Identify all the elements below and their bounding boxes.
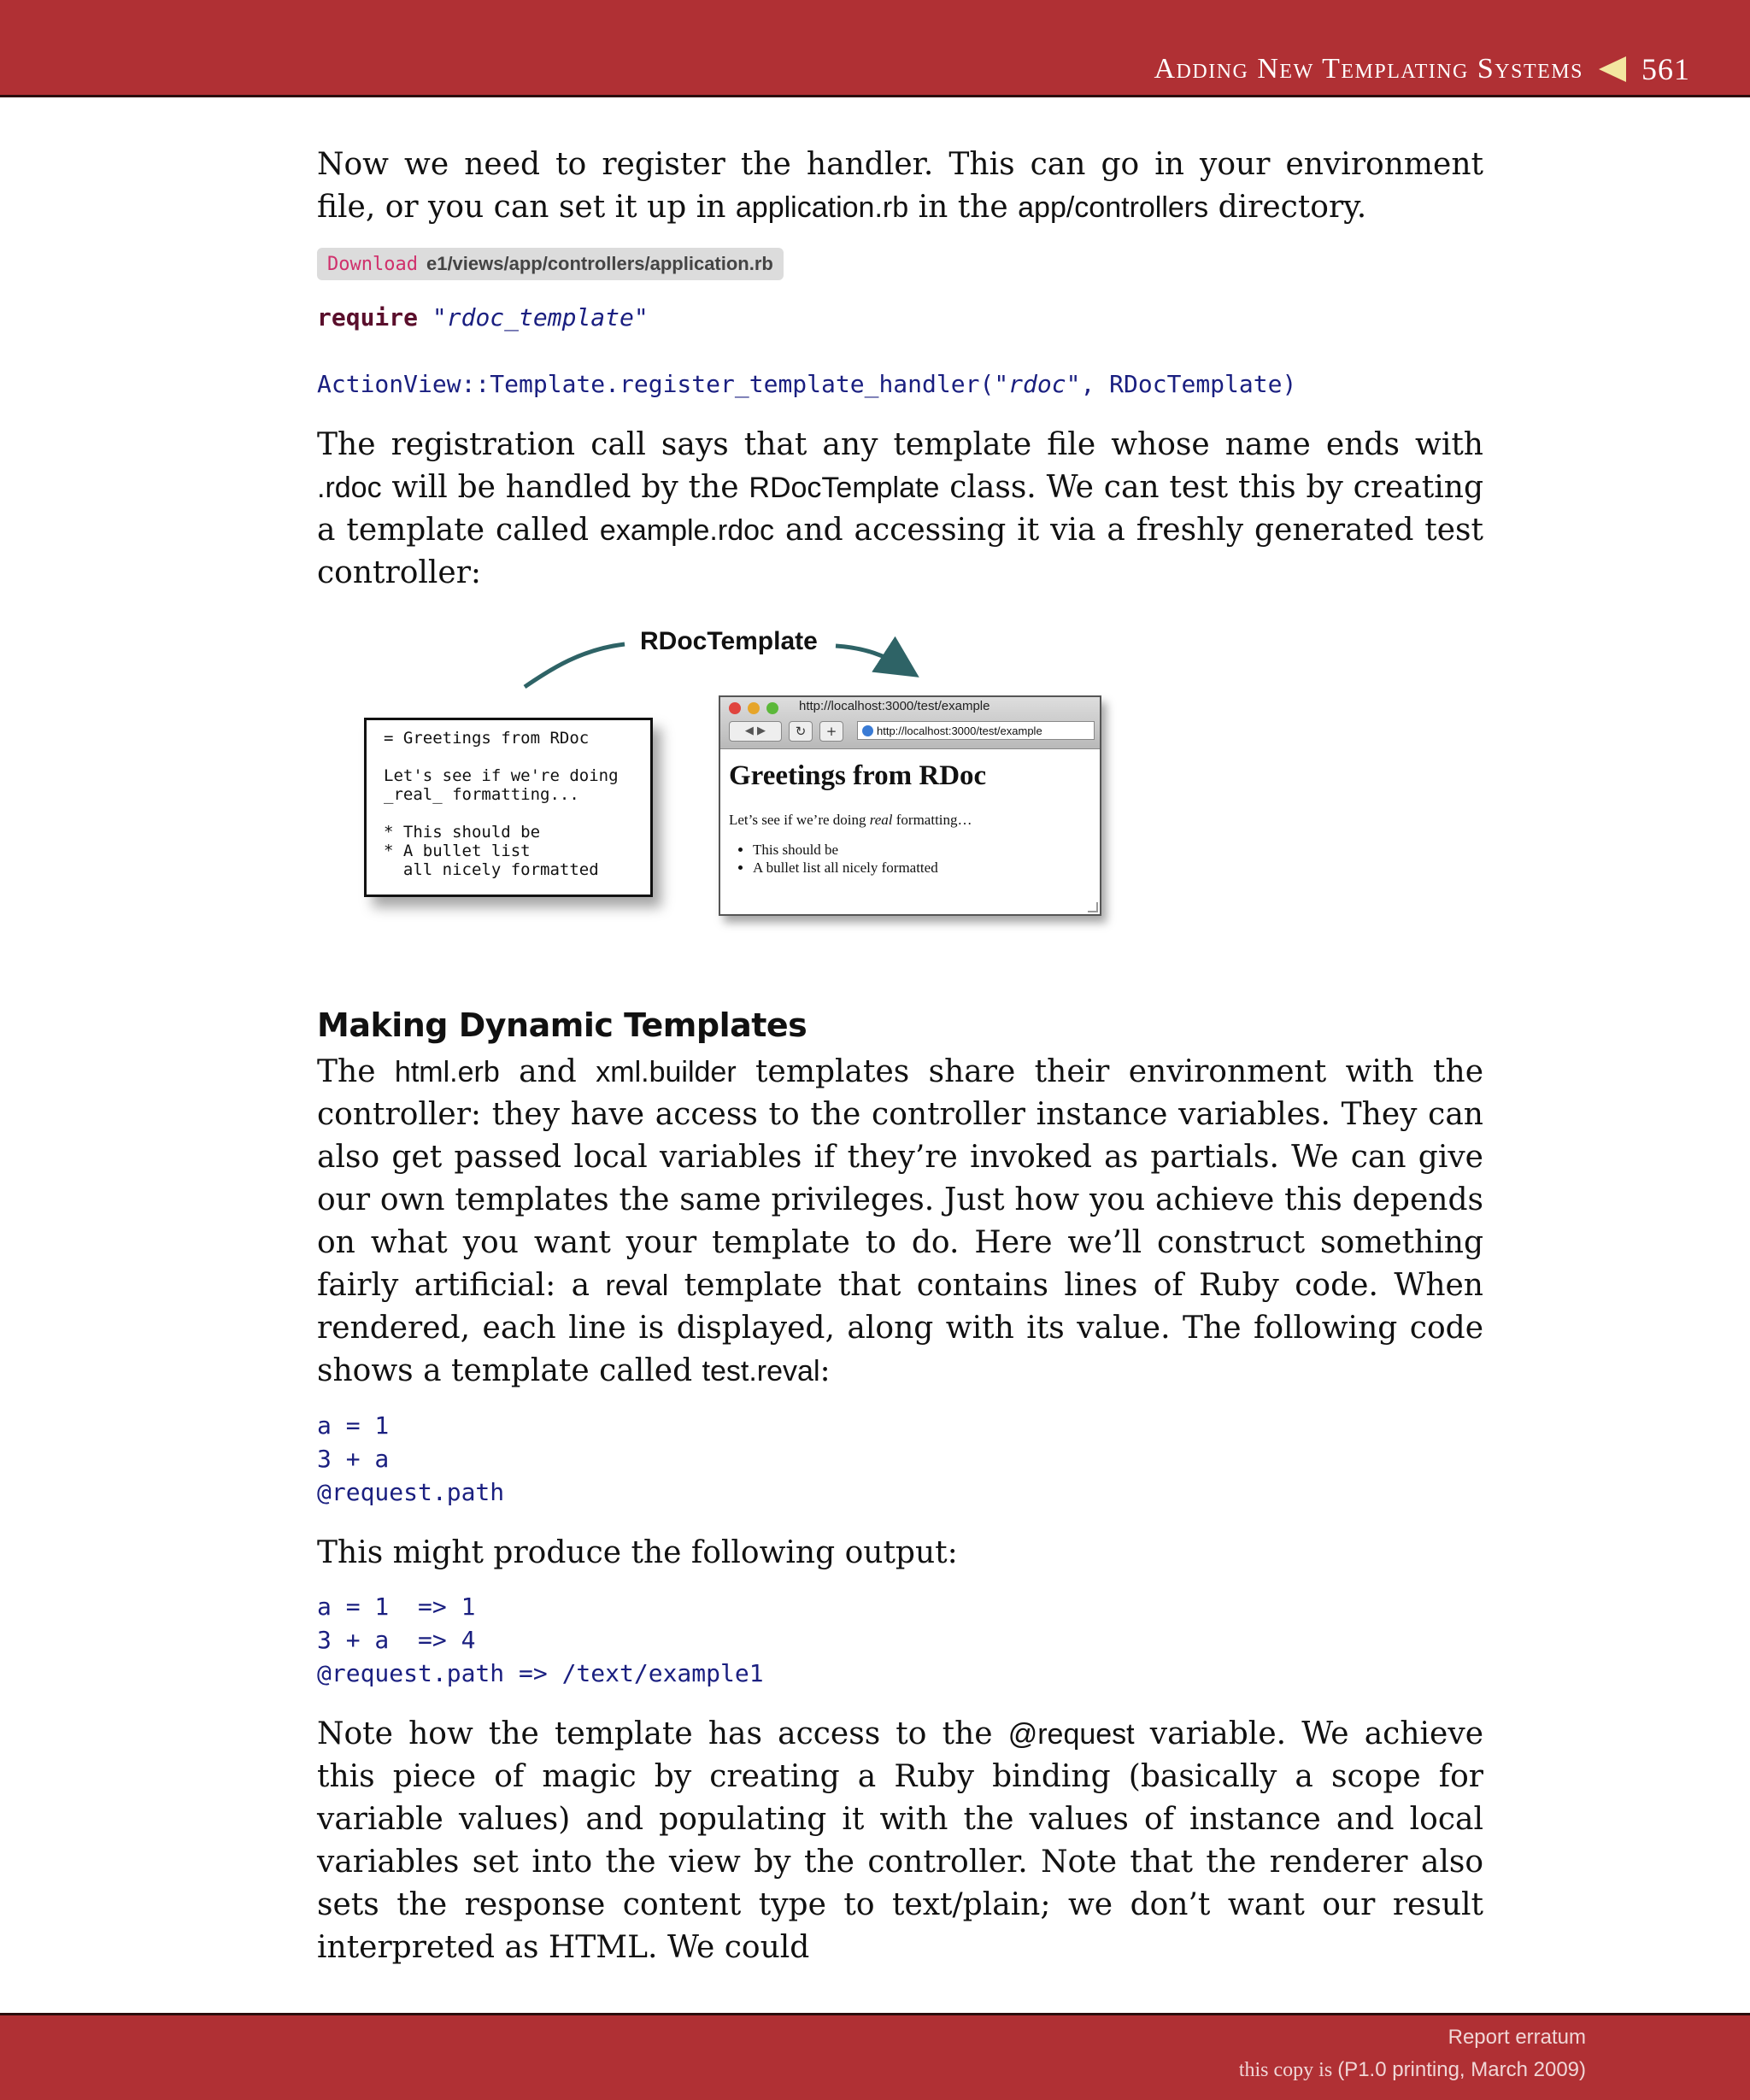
browser-para-a: Let’s see if we’re doing [729,812,870,828]
para2-file-name: example.rdoc [599,514,775,547]
code-block-reval [317,1409,1483,1509]
left-arrow-curve [525,644,625,687]
browser-para-b: formatting… [892,812,972,828]
section-heading-block [317,1006,1483,1044]
para1-text-2: in the [908,190,1019,225]
right-arrow-curve [836,646,905,668]
code-block-register [317,301,1483,401]
para3-text-2: and [499,1054,596,1089]
back-forward-buttons-icon[interactable]: ◀ ▶ [729,721,782,742]
download-label[interactable]: Download [327,254,418,275]
copy-info-printing: (P1.0 printing, March 2009) [1337,2058,1586,2081]
download-link[interactable] [317,248,784,280]
para3-text-4: template that contains lines of Ruby code. When rendered, each line is displayed, along with its value. The following code shows a template called [317,1268,1483,1388]
download-bar [317,248,1483,280]
code-keyword-require: require [317,303,419,331]
para2-text-3: class. We can test this by creating a template called [317,470,1484,548]
page-footer [0,2013,1750,2100]
rdoc-source-text: = Greetings from RDoc Let's see if we're doing _real_ formatting... * This should be * A bullet list all nicely formatted [384,729,619,879]
address-text: http://localhost:3000/test/example [877,724,1042,737]
address-bar[interactable] [857,721,1095,740]
add-bookmark-icon[interactable]: + [819,721,843,742]
zoom-window-icon[interactable] [766,702,778,714]
code-reval-lines: a = 1 3 + a @request.path [317,1411,505,1506]
para2-text-4: and accessing it via a freshly generated test controller: [317,513,1483,590]
browser-para-em: real [869,812,893,828]
para3-text-1: The [317,1054,395,1089]
paragraph-output-intro [317,1532,1483,1575]
running-title: Adding New Templating Systems [1154,53,1583,85]
figure-label: RDocTemplate [640,627,818,655]
minimize-window-icon[interactable] [748,702,760,714]
code-block-output [317,1590,1483,1690]
browser-page-heading: Greetings from RDoc [729,760,987,791]
code-register-call: ActionView::Template.register_template_handler( [317,370,995,398]
para1-text-1: Now we need to register the handler. This can go in your environment file, or you can set it up in [317,147,1483,225]
code-string-rdoc-template: "rdoc_template" [432,303,649,331]
page-header [0,0,1750,97]
para3-html-erb: html.erb [394,1056,500,1088]
paragraph-binding [317,1713,1483,1969]
download-path: e1/views/app/controllers/application.rb [426,253,773,274]
para1-file-name: application.rb [735,191,909,224]
para3-test-reval: test.reval [702,1355,820,1387]
section-title: Making Dynamic Templates [317,1006,807,1044]
browser-page-paragraph [729,812,972,829]
para5-request: @request [1007,1718,1135,1751]
paragraph-register-handler [317,144,1483,229]
resize-grip-icon[interactable] [1088,902,1098,912]
globe-icon [862,725,873,736]
code-string-rdoc: "rdoc" [994,370,1081,398]
page-number: 561 [1641,52,1690,86]
browser-title: http://localhost:3000/test/example [799,699,990,713]
code-register-args: , RDocTemplate) [1080,370,1297,398]
browser-window [719,695,1101,916]
browser-bullet-item: • A bullet list all nicely formatted [753,859,938,877]
browser-toolbar [720,697,1100,749]
previous-page-triangle-icon[interactable] [1599,56,1626,82]
para5-text-1: Note how the template has access to the [317,1716,1008,1751]
para3-text-5: : [819,1353,831,1388]
rdoc-source-box [364,718,653,897]
para3-text-3: templates share their environment with the controller: they have access to the controller instance variables. They can also get passed local variables if they’re invoked as partials. We can give our own templates the same privileges. Just how you achieve this depends on what you want your template to do. Here we’ll construct something fairly artificial: a [317,1054,1483,1303]
code-output-lines: a = 1 => 1 3 + a => 4 @request.path => /text/example1 [317,1593,764,1687]
para1-text-3: directory. [1208,190,1367,225]
reload-icon[interactable]: ↻ [789,721,813,742]
para5-text-2: variable. We achieve this piece of magic by creating a Ruby binding (basically a scope for variable values) and populating it with the values of instance and local variables set into the view by the controller. Note that the renderer also sets the response content type to text/plain; we don’t want our result interpreted as HTML. We could [317,1716,1483,1965]
para3-reval: reval [605,1270,669,1302]
para2-text-2: will be handled by the [381,470,749,505]
paragraph-dynamic-templates [317,1051,1483,1393]
para4-text: This might produce the following output: [317,1535,958,1570]
paragraph-registration-call [317,424,1483,595]
copy-info-prefix: this copy is [1238,2059,1338,2081]
browser-bullet-item: • This should be [753,841,938,859]
copy-info [1239,2058,1586,2082]
header-title-group [1154,51,1691,87]
close-window-icon[interactable] [729,702,741,714]
para2-class-name: RDocTemplate [749,472,940,504]
browser-bullet-list [731,841,938,877]
para1-dir-name: app/controllers [1018,191,1209,224]
para2-ext: .rdoc [317,472,382,504]
para2-text-1: The registration call says that any template file whose name ends with [317,427,1483,462]
para3-xml-builder: xml.builder [596,1056,737,1088]
report-erratum-link[interactable]: Report erratum [1448,2026,1586,2049]
rdoc-figure [317,617,1172,933]
